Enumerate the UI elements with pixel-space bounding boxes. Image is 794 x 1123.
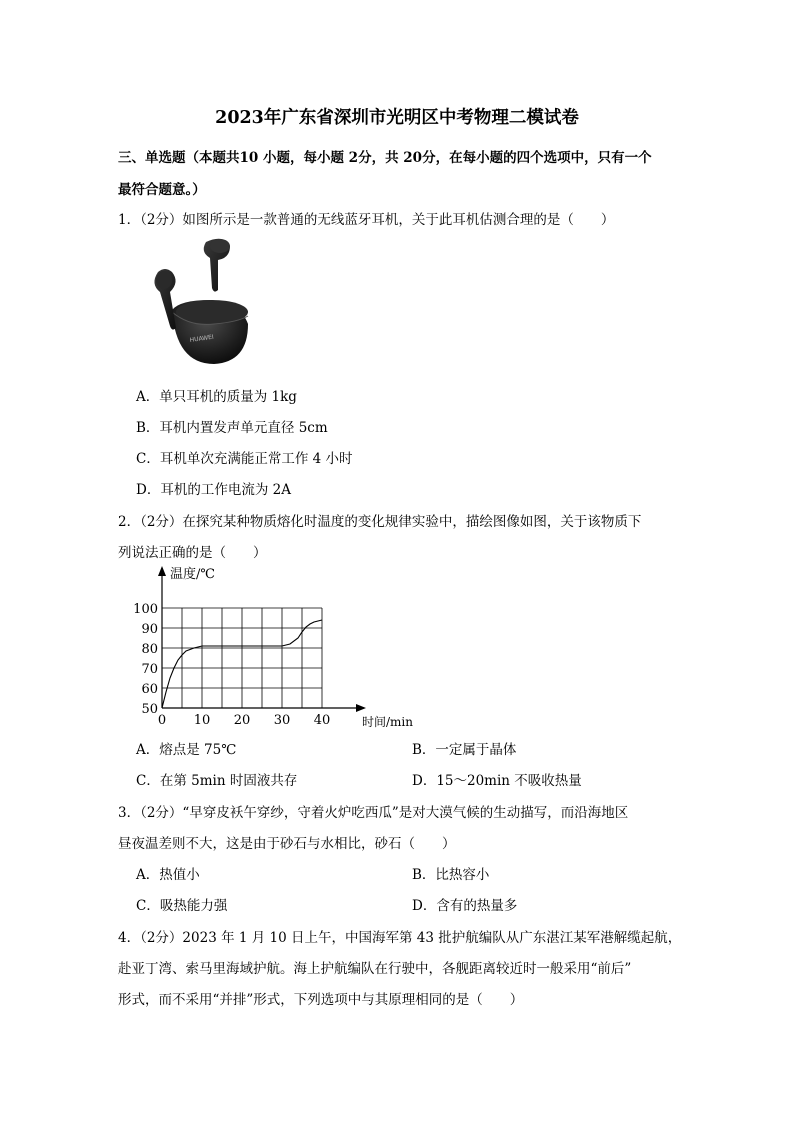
q3-option-c: C．吸热能力强 (136, 898, 228, 914)
question-3-stem-line1: 3．（2分）“早穿皮袄午穿纱，守着火炉吃西瓜”是对大漠气候的生动描写，而沿海地区 (118, 805, 629, 821)
section-heading-line2: 最符合题意。） (118, 182, 206, 198)
x-tick-label: 30 (273, 713, 291, 728)
y-tick-label: 80 (141, 642, 158, 657)
x-tick-label: 40 (313, 713, 331, 728)
x-tick-label: 10 (193, 713, 211, 728)
question-4-stem-line3: 形式，而不采用“并排”形式，下列选项中与其原理相同的是（ ） (118, 992, 524, 1008)
q2-option-c: C．在第 5min 时固液共存 (136, 773, 298, 789)
q2-option-d: D．15～20min 不吸收热量 (412, 773, 582, 789)
question-2-stem-line1: 2．（2分）在探究某种物质熔化时温度的变化规律实验中，描绘图像如图，关于该物质下 (118, 514, 642, 530)
q2-option-b: B．一定属于晶体 (412, 742, 517, 758)
q1-option-c: C．耳机单次充满能正常工作 4 小时 (136, 451, 353, 467)
question-1-stem: 1．（2分）如图所示是一款普通的无线蓝牙耳机，关于此耳机估测合理的是（ ） (118, 212, 615, 228)
x-tick-label: 20 (233, 713, 251, 728)
q2-option-a: A．熔点是 75℃ (136, 742, 237, 758)
y-tick-label: 50 (141, 702, 158, 717)
y-tick-label: 100 (133, 602, 158, 617)
q3-option-a: A．热值小 (136, 867, 200, 883)
q1-option-a: A．单只耳机的质量为 1kg (136, 389, 297, 405)
chart-grid (162, 608, 322, 708)
question-2-stem-line2: 列说法正确的是（ ） (118, 545, 267, 561)
x-axis-label: 时间/min (362, 715, 413, 729)
q3-option-b: B．比热容小 (412, 867, 490, 883)
question-4-stem-line1: 4．（2分）2023 年 1 月 10 日上午，中国海军第 43 批护航编队从广东湛江某军港解缆起航， (118, 930, 682, 946)
y-tick-label: 90 (141, 622, 158, 637)
q3-option-d: D．含有的热量多 (412, 898, 518, 914)
x-tick-label: 0 (157, 713, 167, 728)
question-3-stem-line2: 昼夜温差则不大，这是由于砂石与水相比，砂石（ ） (118, 836, 456, 852)
y-tick-label: 60 (141, 682, 158, 697)
melting-curve-chart (130, 562, 430, 734)
section-heading-line1: 三、单选题（本题共10 小题，每小题 2分，共 20分，在每小题的四个选项中，只有一个 (118, 150, 652, 166)
page-title: 2023年广东省深圳市光明区中考物理二模试卷 (215, 108, 579, 128)
case-brand-label: HUAWEI (189, 333, 215, 344)
chart-tick-labels (133, 602, 330, 728)
question-4-stem-line2: 赴亚丁湾、索马里海域护航。海上护航编队在行驶中，各舰距离较近时一般采用“前后” (118, 961, 632, 977)
x-axis-arrow (356, 704, 366, 712)
q1-option-b: B．耳机内置发声单元直径 5cm (136, 420, 328, 436)
y-axis-label: 温度/℃ (170, 567, 215, 582)
q1-option-d: D．耳机的工作电流为 2A (136, 482, 291, 498)
earbuds-image (130, 232, 265, 367)
y-axis-arrow (158, 566, 166, 576)
y-tick-label: 70 (141, 662, 158, 677)
